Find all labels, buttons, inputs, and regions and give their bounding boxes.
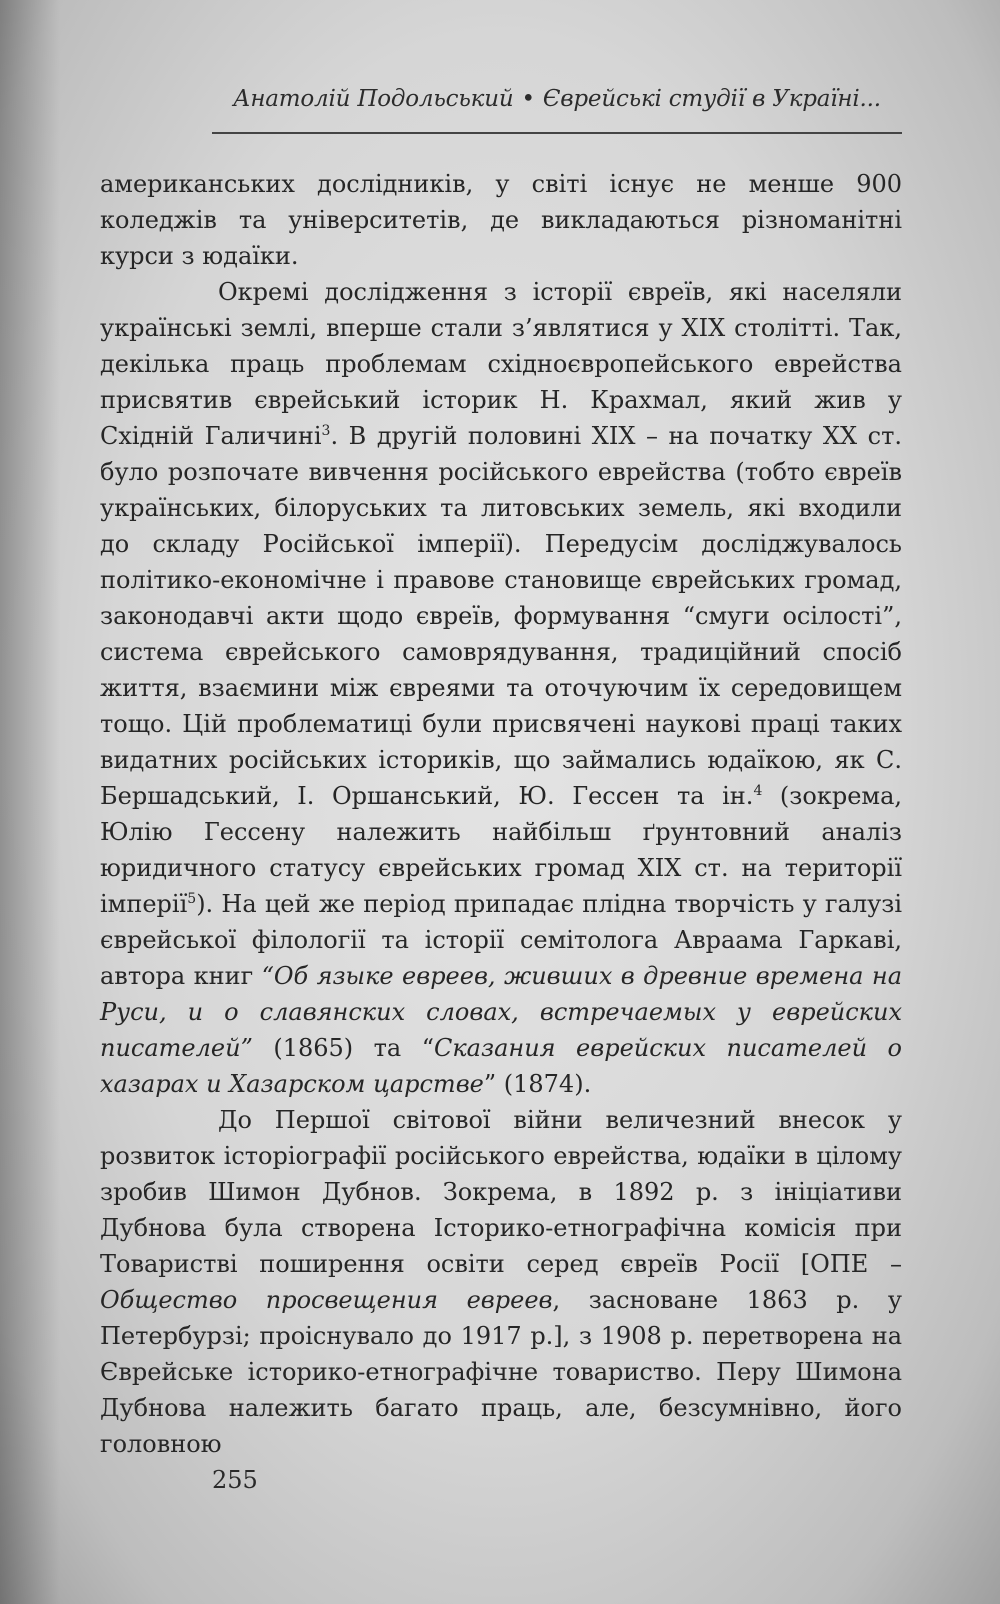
paragraph-text: (зокрема, Юлію Гессену належить найбільш ґрунтовний аналіз юридичного статусу єврейських громад XIX ст. на території імперії (100, 782, 903, 918)
paragraph-text: До Першої світової війни величезний внесок у розвиток історіографії російського еврейства, юдаїки в цілому зробив Шимон Дубнов. Зокрема, в 1892 р. з ініціативи Дубнова була створена Історико-етнографічна комісія при Товаристві поширення освіти серед євреїв Росії [ОПЕ – (100, 1106, 902, 1278)
paragraph-text: ). На цей же період припадає плідна творчість у галузі єврейської філології та історії семітолога Авраама Гаркаві, автора книг (100, 890, 902, 990)
paragraph-text: . В другій половині XIX – на початку XX ст. було розпочате вивчення російського еврейства (тобто євреїв українських, білоруських та литовських земель, які входили до складу Російської імперії). Передусім досліджувалось політико-економічне і правове становище єврейських громад, законодавчі акти щодо євреїв, формування “смуги осілості”, система єврейського самоврядування, традиційний спосіб життя, взаємини між євреями та оточуючим їх середовищем тощо. Цій проблематиці були присвячені наукові праці таких видатних російських істориків, що займались юдаїкою, як С. Бершадський, І. Оршанський, Ю. Гессен та ін. (100, 422, 903, 810)
book-title-italic: “Об языке евреев, живших в древние времена на Руси, и о славянских словах, встречаемых у еврейских писателей” (100, 962, 902, 1062)
body-text (100, 166, 902, 1462)
organization-name-italic: Общество просвещения евреев (100, 1286, 553, 1314)
paragraph-1 (100, 166, 902, 274)
footnote-ref-5: 5 (187, 891, 197, 907)
paragraph-2 (100, 274, 902, 1102)
header-separator: • (521, 86, 535, 112)
running-header (212, 86, 902, 112)
paragraph-text: американських дослідників, у світі існує не менше 900 коледжів та університетів, де викладаються різноманітні курси з юдаїки. (100, 170, 902, 270)
paragraph-3 (100, 1102, 902, 1462)
footnote-ref-3: 3 (321, 423, 331, 439)
paragraph-text: (1865) та “ (252, 1034, 434, 1062)
paragraph-text: , засноване 1863 р. у Петербурзі; проіснувало до 1917 р.], з 1908 р. перетворена на Єврейське історико-етнографічне товариство. Перу Шимона Дубнова належить багато праць, але, безсумнівно, його головною (100, 1286, 903, 1458)
page-binding-shadow (0, 0, 60, 1604)
header-rule (212, 132, 902, 134)
footnote-ref-4: 4 (753, 783, 763, 799)
paragraph-text: Окремі дослідження з історії євреїв, які населяли українські землі, вперше стали з’являтися у XIX столітті. Так, декілька праць проблемам східноєвропейського еврейства присвятив єврейський історик Н. Крахмал, який жив у Східній Галичині (100, 278, 902, 450)
page-number: 255 (212, 1466, 258, 1494)
header-author: Анатолій Подольський (233, 86, 514, 112)
paragraph-text: ” (1874). (483, 1070, 592, 1098)
header-title: Єврейські студії в Україні... (542, 86, 881, 112)
book-title-italic: Сказания еврейских писателей о хазарах и Хазарском царстве (100, 1034, 902, 1098)
